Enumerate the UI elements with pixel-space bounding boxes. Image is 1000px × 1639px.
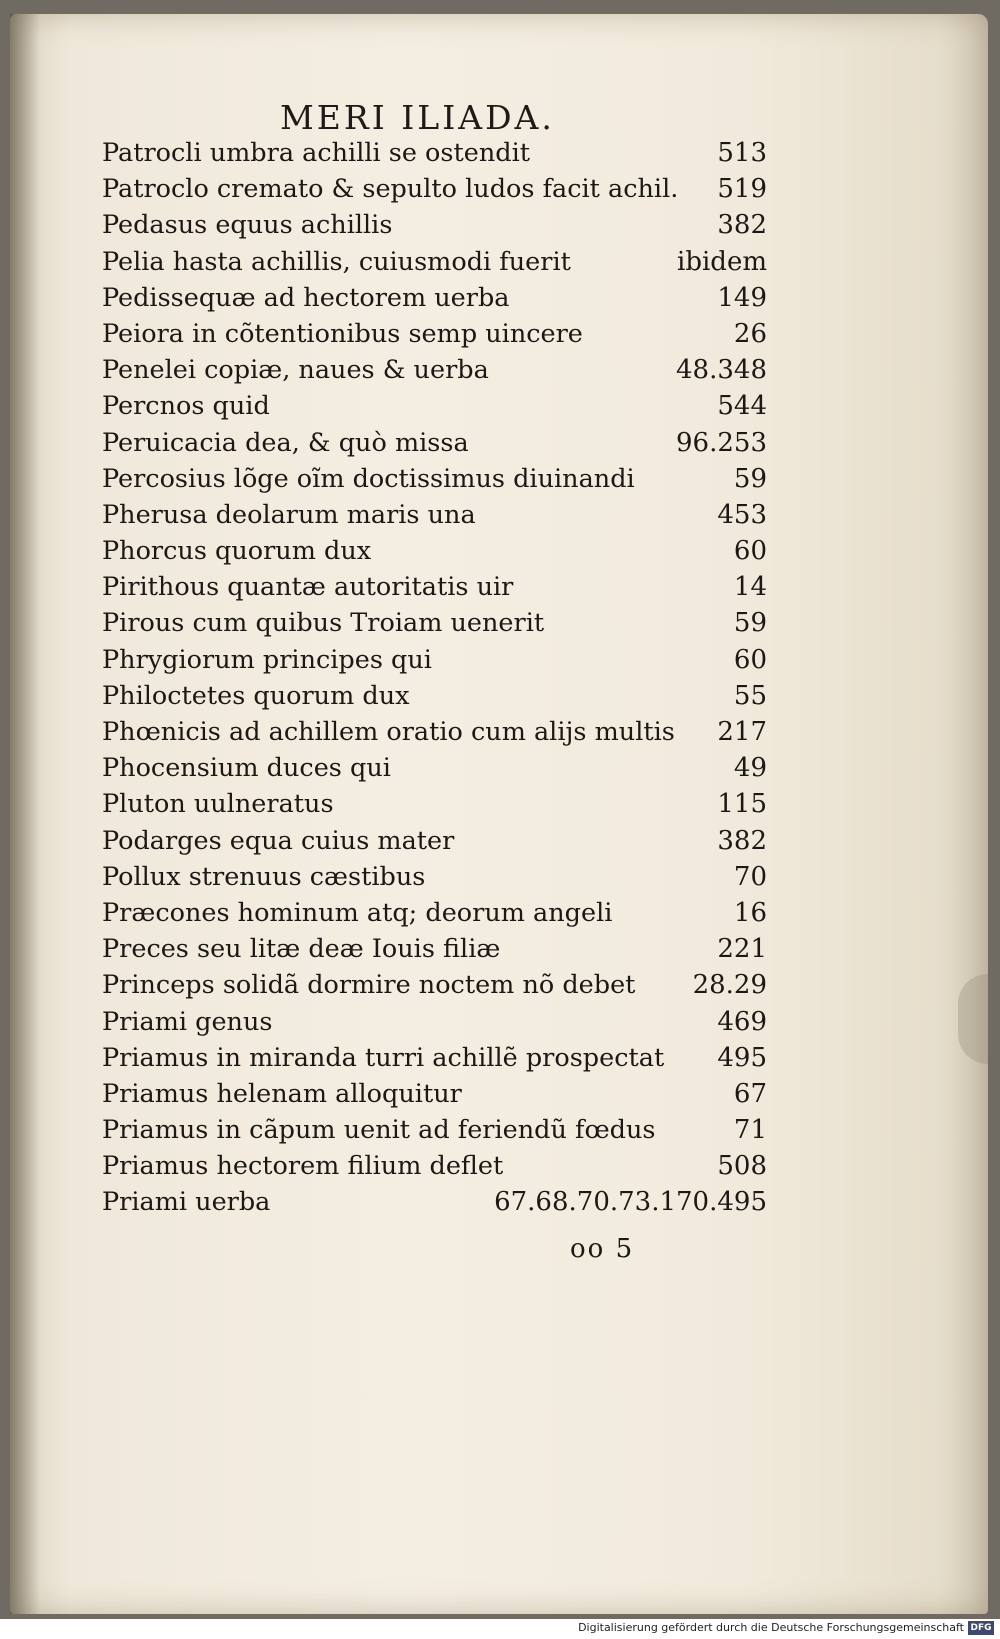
entry-term: Peiora in cõtentionibus semp uincere (102, 318, 583, 349)
index-entry (102, 934, 767, 970)
entry-page-ref: 469 (717, 1006, 767, 1037)
entry-page-ref: 115 (717, 789, 767, 820)
entry-term: Percnos quid (102, 391, 270, 422)
entry-term: Princeps solidã dormire noctem nõ debet (102, 970, 636, 1001)
index-entry (102, 970, 767, 1006)
spine-shadow (10, 14, 40, 1614)
index-entry (102, 1007, 767, 1043)
entry-page-ref: 217 (717, 717, 767, 747)
entry-term: Pelia hasta achillis, cuiusmodi fuerit (102, 246, 571, 277)
running-title: MERI ILIADA. (280, 98, 555, 137)
entry-page-ref: 221 (717, 934, 767, 965)
entry-term: Phorcus quorum dux (102, 536, 372, 567)
entry-term: Phrygiorum principes qui (102, 644, 432, 675)
entry-page-ref: 544 (717, 391, 767, 422)
entry-page-ref: 26 (733, 318, 767, 349)
entry-term: Patroclo cremato & sepulto ludos facit achil. (102, 174, 679, 205)
entry-term: Pherusa deolarum maris una (102, 499, 476, 530)
entry-page-ref: 96.253 (676, 427, 767, 458)
entry-page-ref: 48.348 (676, 355, 767, 386)
index-entry (102, 174, 767, 210)
entry-page-ref: 382 (717, 210, 767, 241)
index-entry (102, 753, 767, 789)
entry-term: Pedasus equus achillis (102, 210, 393, 241)
index-entry (102, 572, 767, 608)
index-entry (102, 536, 767, 572)
entry-term: Pirous cum quibus Troiam uenerit (102, 608, 545, 639)
entry-term: Præcones hominum atq; deorum angeli (102, 897, 613, 928)
entry-page-ref: 149 (717, 282, 767, 313)
index-entry (102, 826, 767, 862)
entry-term: Patrocli umbra achilli se ostendit (102, 138, 530, 168)
entry-page-ref: 70 (733, 861, 767, 892)
entry-term: Priami genus (102, 1006, 273, 1037)
index-entry (102, 1115, 767, 1151)
entry-term: Pollux strenuus cæstibus (102, 861, 426, 892)
entry-term: Peruicacia dea, & quò missa (102, 427, 469, 458)
index-entry (102, 210, 767, 246)
index-entry (102, 1187, 767, 1223)
dfg-logo-icon: DFG (968, 1621, 994, 1635)
entry-page-ref: 67.68.70.73.170.495 (494, 1187, 767, 1218)
entry-term: Priamus helenam alloquitur (102, 1078, 462, 1109)
entry-page-ref: 14 (733, 572, 767, 603)
entry-page-ref: ibidem (677, 246, 767, 277)
entry-page-ref: 71 (733, 1115, 767, 1146)
index-entry (102, 1043, 767, 1079)
index-entry (102, 862, 767, 898)
page-fold-mark (958, 974, 988, 1064)
entry-page-ref: 16 (733, 897, 767, 928)
entry-page-ref: 513 (717, 138, 767, 168)
index-entry (102, 898, 767, 934)
entry-term: Preces seu litæ deæ Iouis filiæ (102, 934, 501, 965)
entry-page-ref: 28.29 (692, 970, 767, 1001)
index-entry-list (102, 138, 767, 1224)
entry-page-ref: 59 (733, 608, 767, 639)
index-entry (102, 247, 767, 283)
entry-term: Priami uerba (102, 1187, 271, 1218)
entry-term: Penelei copiæ, naues & uerba (102, 355, 489, 386)
entry-page-ref: 60 (733, 644, 767, 675)
entry-page-ref: 60 (733, 536, 767, 567)
index-entry (102, 428, 767, 464)
entry-term: Pluton uulneratus (102, 789, 334, 820)
signature-mark: oo 5 (570, 1234, 635, 1264)
index-entry (102, 464, 767, 500)
digitization-footer (0, 1619, 1000, 1639)
entry-term: Philoctetes quorum dux (102, 680, 410, 711)
index-entry (102, 283, 767, 319)
index-entry (102, 789, 767, 825)
index-entry (102, 1079, 767, 1115)
index-entry (102, 138, 767, 174)
entry-term: Priamus hectorem filium deflet (102, 1151, 504, 1182)
entry-page-ref: 49 (733, 753, 767, 784)
index-entry (102, 645, 767, 681)
entry-term: Podarges equa cuius mater (102, 825, 455, 856)
entry-term: Percosius lõge oĩm doctissimus diuinandi (102, 463, 635, 494)
entry-term: Priamus in miranda turri achillẽ prospectat (102, 1042, 665, 1073)
index-entry (102, 391, 767, 427)
entry-term: Phocensium duces qui (102, 753, 391, 784)
entry-page-ref: 519 (717, 174, 767, 205)
index-entry (102, 355, 767, 391)
entry-page-ref: 508 (717, 1151, 767, 1182)
entry-page-ref: 495 (717, 1042, 767, 1073)
footer-credit: Digitalisierung gefördert durch die Deutsche Forschungsgemeinschaft (578, 1621, 964, 1634)
index-entry (102, 717, 767, 753)
entry-term: Phœnicis ad achillem oratio cum alijs multis (102, 717, 675, 747)
index-entry (102, 681, 767, 717)
index-entry (102, 319, 767, 355)
index-entry (102, 608, 767, 644)
entry-page-ref: 59 (733, 463, 767, 494)
entry-page-ref: 453 (717, 499, 767, 530)
entry-page-ref: 67 (733, 1078, 767, 1109)
index-entry (102, 500, 767, 536)
entry-term: Pedissequæ ad hectorem uerba (102, 282, 510, 313)
entry-page-ref: 55 (733, 680, 767, 711)
index-entry (102, 1151, 767, 1187)
entry-term: Priamus in cãpum uenit ad feriendũ fœdus (102, 1115, 656, 1146)
entry-page-ref: 382 (717, 825, 767, 856)
entry-term: Pirithous quantæ autoritatis uir (102, 572, 514, 603)
